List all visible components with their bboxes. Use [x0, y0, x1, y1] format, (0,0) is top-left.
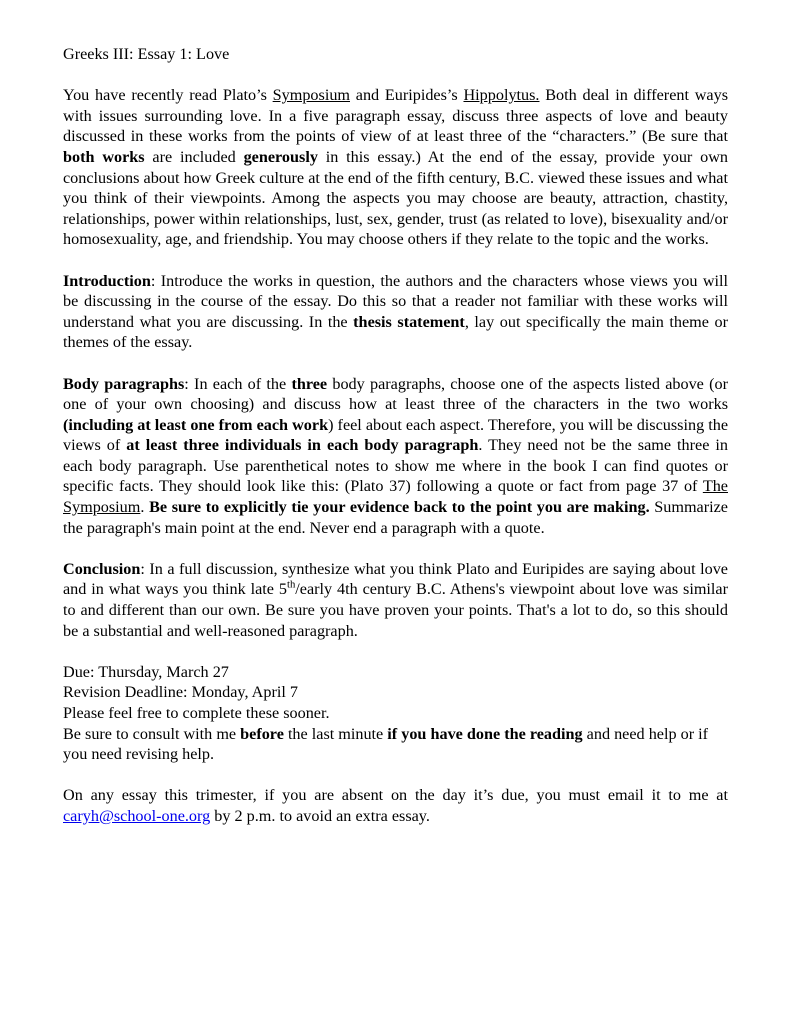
text-segment: /early 4th century B.C. Athens's viewpoint about love was similar to and different than our own. Be sure you have proven your points. That's a lot to do, so this should be a substantial and well-reasoned paragraph. — [63, 580, 728, 640]
page-title: Greeks III: Essay 1: Love — [63, 45, 230, 63]
emphasis-including-one-each-work: (including at least one from each work — [63, 415, 329, 434]
text-segment: : In a full discussion, synthesize what you think Plato and Euripides are saying about love and in what ways you think late 5 — [63, 559, 728, 599]
paragraph-absence-policy — [63, 785, 728, 826]
consult-instructions — [63, 724, 728, 765]
text-segment: , lay out specifically the main theme or themes of the essay. — [63, 312, 728, 352]
text-segment: the last minute — [283, 724, 388, 743]
text-segment: Be sure to consult with me — [63, 724, 241, 743]
text-segment: and need help or if you need revising help. — [63, 724, 709, 764]
text-segment: are included — [144, 147, 244, 166]
text-segment: Summarize the paragraph's main point at the end. Never end a paragraph with a quote. — [63, 498, 728, 537]
text-segment: . They need not be the same three in each body paragraph. Use parenthetical notes to show me where in the book I can find quotes or specific facts. They should look like this: (Plato 37) following a quote or fact from page 37 of — [63, 436, 729, 496]
emphasis-three-individuals: at least three individuals in each body paragraph — [126, 436, 479, 455]
emphasis-before: before — [240, 724, 284, 743]
text-segment: body paragraphs, choose one of the aspects listed above (or one of your own choosing) and discuss how at least three of the characters in the two works — [63, 374, 728, 414]
work-title-symposium: Symposium — [272, 86, 350, 105]
superscript-ordinal-th: th — [286, 579, 296, 592]
work-title-hippolytus: Hippolytus. — [463, 86, 540, 105]
text-segment: and Euripides’s — [350, 86, 464, 105]
work-title-the-symposium: The Symposium — [63, 477, 728, 517]
text-segment: . — [140, 498, 150, 517]
text-segment: in this essay.) At the end of the essay, provide your own conclusions about how Greek culture at the end of the fifth century, B.C. viewed these issues and what you think of their viewpoints. Among the aspects you may choose are beauty, attraction, chastity, relationships, power within relationships, lust, sex, gender, trust (as related to love), bisexuality and/or homosexuality, age, and friendship. You may choose others if they relate to the topic and the works. — [63, 147, 729, 249]
section-label-body-paragraphs: Body paragraphs — [63, 374, 185, 393]
complete-sooner-note: Please feel free to complete these sooner. — [63, 704, 330, 722]
text-segment: You have recently read Plato’s — [63, 86, 273, 105]
emphasis-done-the-reading: if you have done the reading — [387, 724, 583, 743]
document-body — [63, 44, 728, 827]
email-link[interactable]: caryh@school-one.org — [63, 806, 211, 825]
paragraph-assignment-overview — [63, 85, 728, 250]
section-label-introduction: Introduction — [63, 271, 151, 290]
text-segment: Both deal in different ways with issues surrounding love. In a five paragraph essay, discuss three aspects of love and beauty discussed in these works from the points of view of at least three of the “characters.” (Be sure that — [63, 86, 728, 146]
paragraph-conclusion — [63, 559, 728, 641]
text-segment: : In each of the — [184, 374, 292, 393]
section-label-conclusion: Conclusion — [63, 559, 141, 578]
paragraph-body-paragraphs — [63, 374, 728, 539]
text-segment: by 2 p.m. to avoid an extra essay. — [210, 806, 430, 825]
text-segment: ) feel about each aspect. Therefore, you will be discussing the views of — [63, 415, 729, 455]
emphasis-thesis-statement: thesis statement — [353, 312, 465, 331]
emphasis-tie-evidence: Be sure to explicitly tie your evidence back to the point you are making. — [149, 498, 650, 517]
emphasis-both-works: both works — [63, 147, 145, 166]
due-date-line: Due: Thursday, March 27 — [63, 662, 229, 681]
emphasis-generously: generously — [243, 147, 318, 166]
emphasis-three: three — [291, 374, 328, 393]
revision-deadline-line: Revision Deadline: Monday, April 7 — [63, 683, 298, 702]
text-segment: : Introduce the works in question, the authors and the characters whose views you will be discussing in the course of the essay. Do this so that a reader not familiar with these works will understand what you are discussing. In the — [63, 271, 728, 331]
text-segment: On any essay this trimester, if you are absent on the day it’s due, you must email it to me at — [63, 786, 728, 805]
paragraph-introduction — [63, 271, 728, 353]
